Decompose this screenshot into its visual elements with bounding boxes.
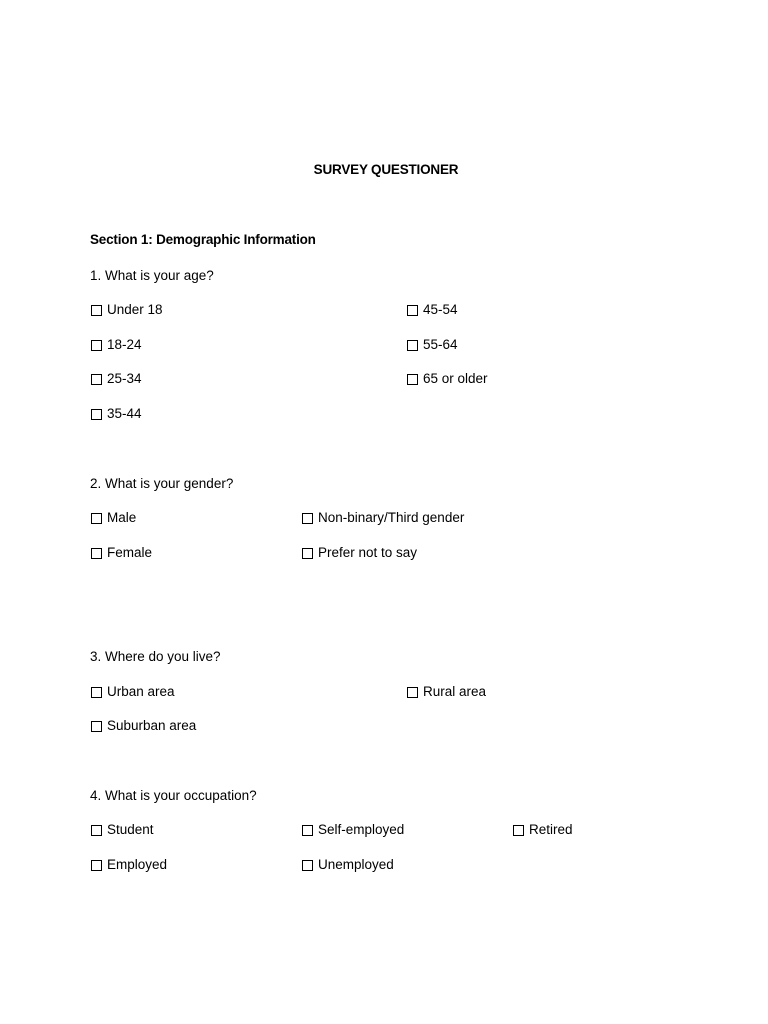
option-label: Prefer not to say xyxy=(318,545,418,560)
question-gender: 2. What is your gender? xyxy=(90,476,234,491)
checkbox-icon[interactable] xyxy=(91,513,102,524)
option-gender-prefer-not-to-say[interactable] xyxy=(302,544,417,562)
checkbox-icon[interactable] xyxy=(91,340,102,351)
checkbox-icon[interactable] xyxy=(91,687,102,698)
option-label: Retired xyxy=(529,822,573,837)
checkbox-icon[interactable] xyxy=(91,860,102,871)
question-age: 1. What is your age? xyxy=(90,268,214,283)
option-label: 25-34 xyxy=(107,371,142,386)
checkbox-icon[interactable] xyxy=(407,687,418,698)
option-label: Female xyxy=(107,545,153,560)
option-label: Male xyxy=(107,510,137,525)
option-label: 65 or older xyxy=(423,371,488,386)
checkbox-icon[interactable] xyxy=(407,340,418,351)
checkbox-icon[interactable] xyxy=(407,305,418,316)
option-occupation-employed[interactable] xyxy=(91,856,167,874)
option-gender-male[interactable] xyxy=(91,509,136,527)
option-age-65-or-older[interactable] xyxy=(407,370,488,388)
option-location-suburban[interactable] xyxy=(91,717,196,735)
option-age-35-44[interactable] xyxy=(91,405,142,423)
checkbox-icon[interactable] xyxy=(91,548,102,559)
option-label: Non-binary/Third gender xyxy=(318,510,465,525)
option-age-18-24[interactable] xyxy=(91,336,142,354)
option-age-under-18[interactable] xyxy=(91,301,163,319)
section-heading: Section 1: Demographic Information xyxy=(90,232,316,247)
option-label: 18-24 xyxy=(107,337,142,352)
option-label: Self-employed xyxy=(318,822,405,837)
option-label: Employed xyxy=(107,857,168,872)
checkbox-icon[interactable] xyxy=(91,374,102,385)
option-location-rural[interactable] xyxy=(407,683,486,701)
checkbox-icon[interactable] xyxy=(91,825,102,836)
option-label: Under 18 xyxy=(107,302,163,317)
option-occupation-retired[interactable] xyxy=(513,821,573,839)
question-location: 3. Where do you live? xyxy=(90,649,221,664)
option-occupation-self-employed[interactable] xyxy=(302,821,404,839)
option-age-25-34[interactable] xyxy=(91,370,142,388)
option-age-45-54[interactable] xyxy=(407,301,458,319)
checkbox-icon[interactable] xyxy=(302,513,313,524)
document-title: SURVEY QUESTIONER xyxy=(313,162,459,177)
option-label: Suburban area xyxy=(107,718,197,733)
checkbox-icon[interactable] xyxy=(91,409,102,420)
option-label: Unemployed xyxy=(318,857,394,872)
option-occupation-unemployed[interactable] xyxy=(302,856,394,874)
checkbox-icon[interactable] xyxy=(302,825,313,836)
checkbox-icon[interactable] xyxy=(91,305,102,316)
option-age-55-64[interactable] xyxy=(407,336,458,354)
option-occupation-student[interactable] xyxy=(91,821,154,839)
option-location-urban[interactable] xyxy=(91,683,175,701)
option-label: Urban area xyxy=(107,684,175,699)
option-label: 55-64 xyxy=(423,337,458,352)
checkbox-icon[interactable] xyxy=(407,374,418,385)
option-label: Student xyxy=(107,822,154,837)
option-label: 35-44 xyxy=(107,406,142,421)
question-occupation: 4. What is your occupation? xyxy=(90,788,257,803)
option-label: 45-54 xyxy=(423,302,458,317)
checkbox-icon[interactable] xyxy=(302,860,313,871)
checkbox-icon[interactable] xyxy=(513,825,524,836)
checkbox-icon[interactable] xyxy=(302,548,313,559)
option-gender-nonbinary[interactable] xyxy=(302,509,464,527)
checkbox-icon[interactable] xyxy=(91,721,102,732)
option-label: Rural area xyxy=(423,684,487,699)
option-gender-female[interactable] xyxy=(91,544,152,562)
